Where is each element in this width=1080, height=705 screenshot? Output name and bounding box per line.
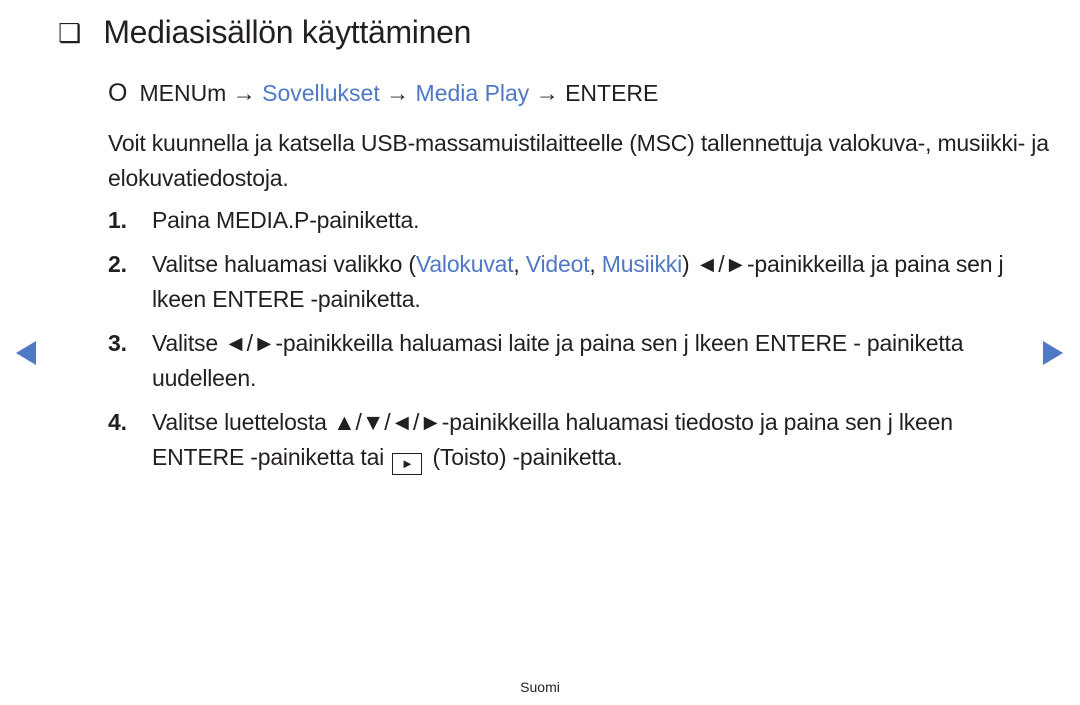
step-text-part: ) ◄/►-painikkeilla ja paina sen j lkeen bbox=[152, 251, 1004, 312]
step-text-part: -painiketta. bbox=[304, 286, 421, 312]
next-page-icon[interactable] bbox=[1043, 341, 1063, 365]
step-text-part: Valitse luettelosta ▲/▼/◄/►-painikkeilla haluamasi tiedosto ja paina sen j lkeen bbox=[152, 409, 953, 435]
photos-link[interactable]: Valokuvat bbox=[415, 251, 514, 277]
videos-link[interactable]: Videot bbox=[525, 251, 590, 277]
checkbox-icon: ❑ bbox=[58, 18, 82, 48]
step-text bbox=[152, 247, 1008, 317]
intro-paragraph: Voit kuunnella ja katsella USB-massamuistilaitteelle (MSC) tallennettuja valokuva-, musiikki- ja elokuvatiedostoja. bbox=[108, 130, 1049, 191]
steps-list bbox=[108, 203, 1008, 484]
prev-page-icon[interactable] bbox=[16, 341, 36, 365]
step-text-part: - painiketta uudelleen. bbox=[152, 330, 964, 391]
step-text-part: -painiketta. bbox=[309, 207, 420, 233]
enter-label: ENTERE bbox=[565, 80, 659, 106]
media-play-link[interactable]: Media Play bbox=[415, 80, 530, 106]
page-title: Mediasisällön käyttäminen bbox=[103, 14, 472, 50]
menu-path bbox=[108, 78, 658, 108]
step-3 bbox=[108, 326, 1008, 396]
enter-label: ENTERE bbox=[152, 444, 245, 470]
step-text-part: (Toisto) -painiketta. bbox=[426, 444, 623, 470]
play-button-icon: ► bbox=[392, 453, 422, 475]
step-2 bbox=[108, 247, 1008, 317]
music-link[interactable]: Musiikki bbox=[601, 251, 682, 277]
step-text bbox=[152, 326, 1008, 396]
apps-link[interactable]: Sovellukset bbox=[262, 80, 380, 106]
separator: , bbox=[513, 251, 526, 277]
separator: , bbox=[589, 251, 602, 277]
step-number: 2. bbox=[108, 251, 127, 277]
step-text bbox=[152, 203, 1008, 238]
arrow-separator: → bbox=[529, 80, 566, 106]
media-p-label: MEDIA.P bbox=[216, 207, 310, 233]
step-text bbox=[152, 405, 1008, 475]
step-text-part: Valitse ◄/►-painikkeilla haluamasi laite ja paina sen j lkeen bbox=[152, 330, 755, 356]
step-number: 1. bbox=[108, 207, 127, 233]
menu-label: MENUm bbox=[139, 80, 227, 106]
section-heading bbox=[58, 12, 471, 52]
step-text-part: Valitse haluamasi valikko ( bbox=[152, 251, 416, 277]
o-icon: O bbox=[108, 79, 128, 107]
arrow-separator: → bbox=[379, 80, 416, 106]
enter-label: ENTERE bbox=[212, 286, 305, 312]
step-text-part: Paina bbox=[152, 207, 217, 233]
step-1 bbox=[108, 203, 1008, 238]
step-number: 4. bbox=[108, 409, 127, 435]
step-number: 3. bbox=[108, 330, 127, 356]
enter-label: ENTERE bbox=[754, 330, 848, 356]
arrow-separator: → bbox=[226, 80, 263, 106]
step-text-part: -painiketta tai bbox=[244, 444, 391, 470]
footer-language: Suomi bbox=[520, 679, 560, 695]
step-4 bbox=[108, 405, 1008, 475]
